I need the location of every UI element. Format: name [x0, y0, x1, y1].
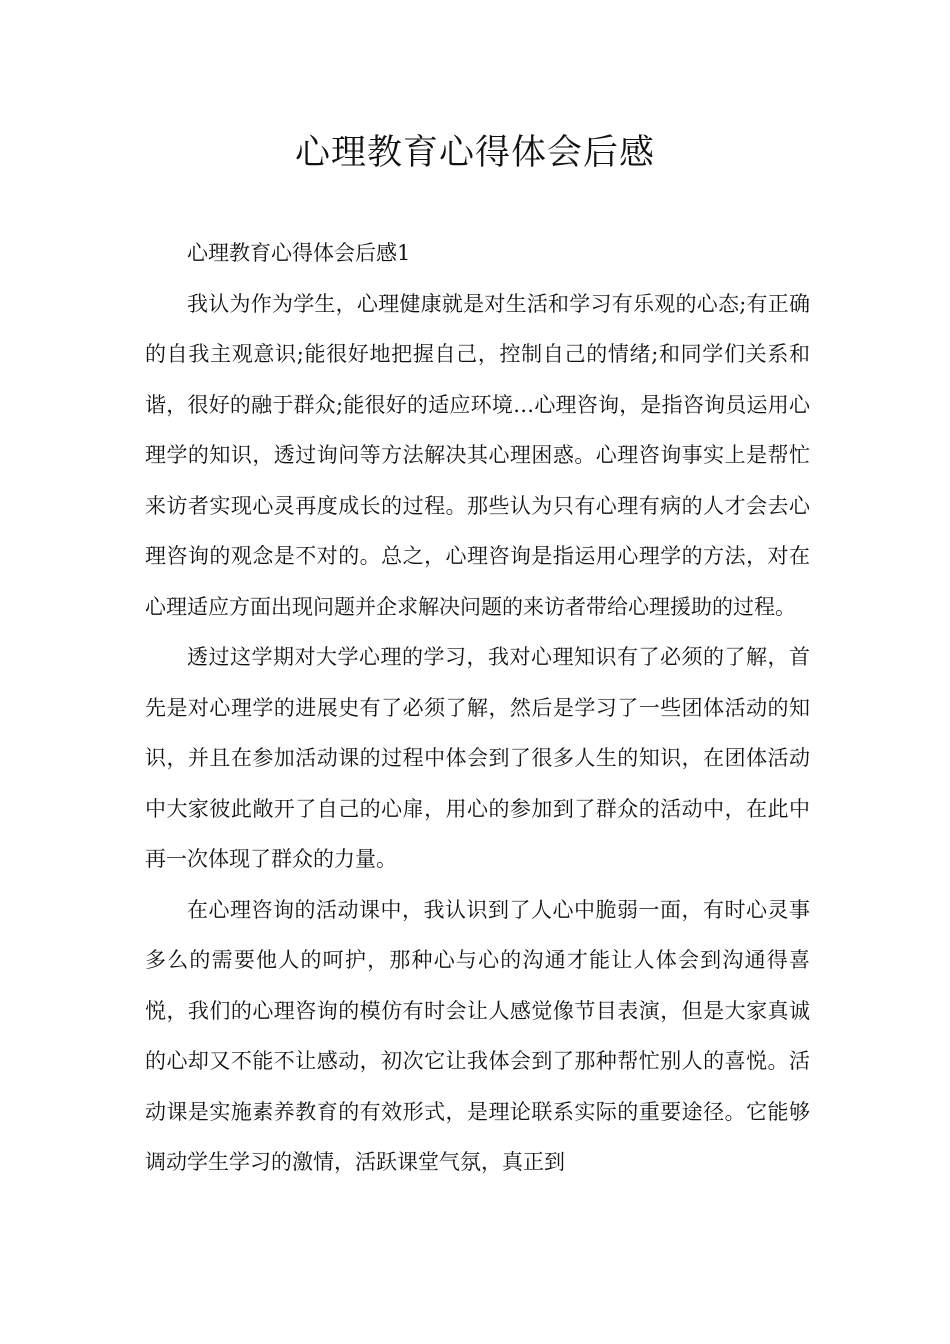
- paragraph-1: 我认为作为学生，心理健康就是对生活和学习有乐观的心态;有正确的自我主观意识;能很好地把握自己，控制自己的情绪;和同学们关系和谐，很好的融于群众;能很好的适应环境…心理咨询，是指咨询员运用心理学的知识，透过询问等方法解决其心理困惑。心理咨询事实上是帮忙来访者实现心灵再度成长的过程。那些认为只有心理有病的人才会去心理咨询的观念是不对的。总之，心理咨询是指运用心理学的方法，对在心理适应方面出现问题并企求解决问题的来访者带给心理援助的过程。: [145, 291, 810, 619]
- paragraph-2: 透过这学期对大学心理的学习，我对心理知识有了必须的了解，首先是对心理学的进展史有了必须了解，然后是学习了一些团体活动的知识，并且在参加活动课的过程中体会到了很多人生的知识，在团体活动中大家彼此敞开了自己的心扉，用心的参加到了群众的活动中，在此中再一次体现了群众的力量。: [145, 645, 810, 871]
- section-heading: 心理教育心得体会后感1: [187, 241, 411, 265]
- paragraph-3: 在心理咨询的活动课中，我认识到了人心中脆弱一面，有时心灵事多么的需要他人的呵护，那种心与心的沟通才能让人体会到沟通得喜悦，我们的心理咨询的模仿有时会让人感觉像节目表演，但是大家真诚的心却又不能不让感动，初次它让我体会到了那种帮忙别人的喜悦。活动课是实施素养教育的有效形式，是理论联系实际的重要途径。它能够调动学生学习的激情，活跃课堂气氛，真正到: [145, 897, 810, 1174]
- document-title: 心理教育心得体会后感: [294, 133, 655, 173]
- document-body: [145, 228, 810, 1188]
